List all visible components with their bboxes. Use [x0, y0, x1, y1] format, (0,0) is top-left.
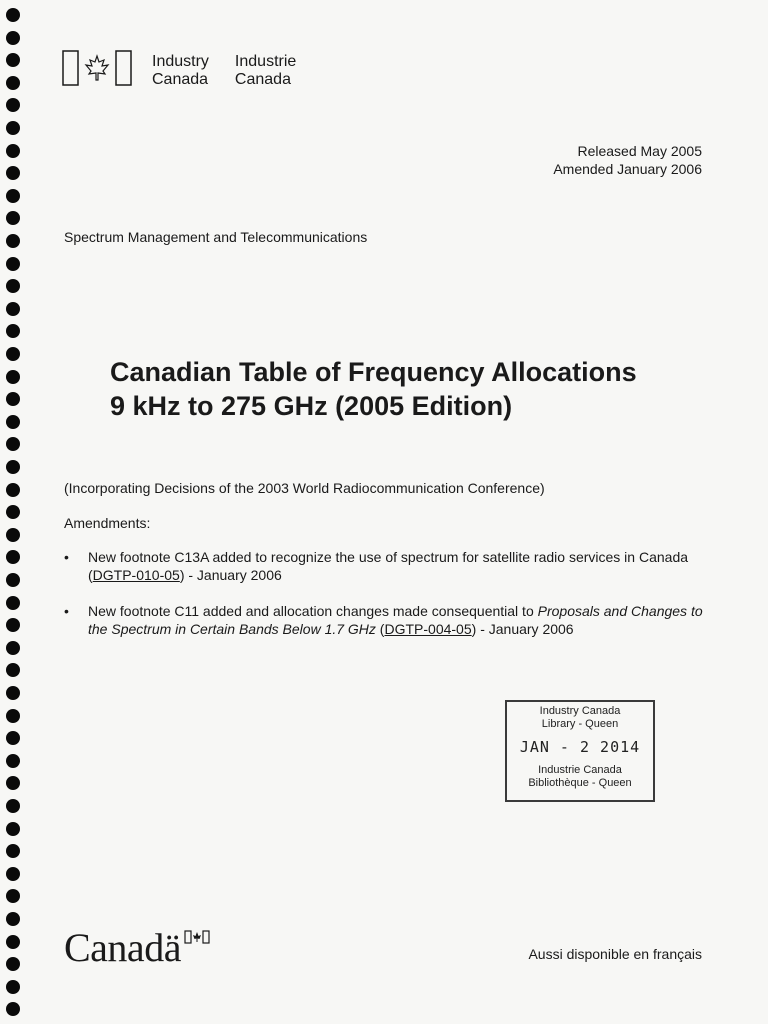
- binding-hole: [6, 663, 20, 677]
- binding-hole: [6, 618, 20, 632]
- canada-wordmark: Canadä: [64, 925, 181, 970]
- incorporating-note: (Incorporating Decisions of the 2003 World Radiocommunication Conference): [64, 480, 545, 496]
- binding-hole: [6, 889, 20, 903]
- dept-en-line1: Industry: [152, 53, 209, 70]
- amendments-heading: Amendments:: [64, 515, 151, 531]
- canada-wordmark-flag-icon: [184, 930, 210, 949]
- bullet: •: [64, 603, 69, 619]
- stamp-line1: Industry Canada: [539, 705, 621, 717]
- binding-hole: [6, 347, 20, 361]
- amendment-date: ) - January 2006: [471, 621, 574, 637]
- department-name-french: [235, 53, 296, 89]
- binding-hole: [6, 144, 20, 158]
- binding-hole: [6, 302, 20, 316]
- dept-en-line2: Canada: [152, 71, 209, 88]
- binding-hole: [6, 596, 20, 610]
- dept-fr-line1: Industrie: [234, 53, 297, 70]
- binding-hole: [6, 234, 20, 248]
- library-stamp: [505, 700, 655, 802]
- french-availability: Aussi disponible en français: [528, 946, 702, 962]
- binding-hole: [6, 189, 20, 203]
- released-date: Released May 2005: [577, 143, 702, 159]
- amendment-text-mid: (: [375, 621, 385, 637]
- binding-hole: [6, 980, 20, 994]
- binding-hole: [6, 505, 20, 519]
- binding-hole: [6, 8, 20, 22]
- binding-hole: [6, 799, 20, 813]
- title-line2: 9 kHz to 275 GHz (2005 Edition): [110, 391, 513, 421]
- binding-hole: [6, 935, 20, 949]
- amendment-item: [64, 602, 704, 638]
- binding-hole: [6, 121, 20, 135]
- stamp-line2: Library - Queen: [541, 718, 619, 730]
- stamp-line3: Industrie Canada: [538, 764, 622, 776]
- binding-hole: [6, 528, 20, 542]
- binding-hole: [6, 641, 20, 655]
- binding-hole: [6, 31, 20, 45]
- dept-fr-line2: Canada: [234, 71, 291, 88]
- amended-date: Amended January 2006: [553, 161, 702, 177]
- binding-hole: [6, 844, 20, 858]
- amendments-list: [64, 548, 704, 656]
- binding-hole: [6, 76, 20, 90]
- binding-hole: [6, 822, 20, 836]
- binding-hole: [6, 686, 20, 700]
- binding-hole: [6, 166, 20, 180]
- binding-hole: [6, 437, 20, 451]
- binding-hole: [6, 957, 20, 971]
- sector-name: Spectrum Management and Telecommunications: [64, 229, 368, 245]
- amendment-date: ) - January 2006: [179, 567, 282, 583]
- title-line1: Canadian Table of Frequency Allocations: [110, 357, 637, 387]
- department-name-english: [152, 53, 209, 89]
- binding-hole: [6, 257, 20, 271]
- amendment-item: [64, 548, 704, 584]
- binding-hole: [6, 709, 20, 723]
- dgtp-010-05-link[interactable]: DGTP-010-05: [92, 567, 180, 583]
- government-flag-icon: [62, 50, 132, 86]
- stamp-line4: Bibliothèque - Queen: [528, 777, 632, 789]
- binding-hole: [6, 98, 20, 112]
- binding-hole: [6, 912, 20, 926]
- binding-hole: [6, 776, 20, 790]
- release-info: [553, 142, 702, 178]
- binding-hole: [6, 324, 20, 338]
- binding-hole: [6, 279, 20, 293]
- amendment-text: New footnote C11 added and allocation changes made consequential to: [88, 603, 538, 619]
- bullet: •: [64, 549, 69, 565]
- binding-hole: [6, 550, 20, 564]
- department-names: [152, 53, 296, 89]
- binding-hole: [6, 392, 20, 406]
- binding-hole: [6, 460, 20, 474]
- proposal-title: Proposals and Changes to the Spectrum in Certain Bands Below 1.7 GHz: [88, 603, 703, 637]
- binding-hole: [6, 573, 20, 587]
- binding-hole: [6, 370, 20, 384]
- spiral-binding: [6, 0, 22, 1024]
- document-title: [110, 355, 637, 423]
- binding-hole: [6, 483, 20, 497]
- amendment-text: New footnote C13A added to recognize the use of spectrum for satellite radio services in Canada (: [88, 549, 689, 583]
- dgtp-004-05-link[interactable]: DGTP-004-05: [384, 621, 472, 637]
- binding-hole: [6, 754, 20, 768]
- binding-hole: [6, 1002, 20, 1016]
- binding-hole: [6, 867, 20, 881]
- binding-hole: [6, 415, 20, 429]
- binding-hole: [6, 731, 20, 745]
- binding-hole: [6, 53, 20, 67]
- binding-hole: [6, 211, 20, 225]
- stamp-date: JAN - 2 2014: [519, 738, 641, 756]
